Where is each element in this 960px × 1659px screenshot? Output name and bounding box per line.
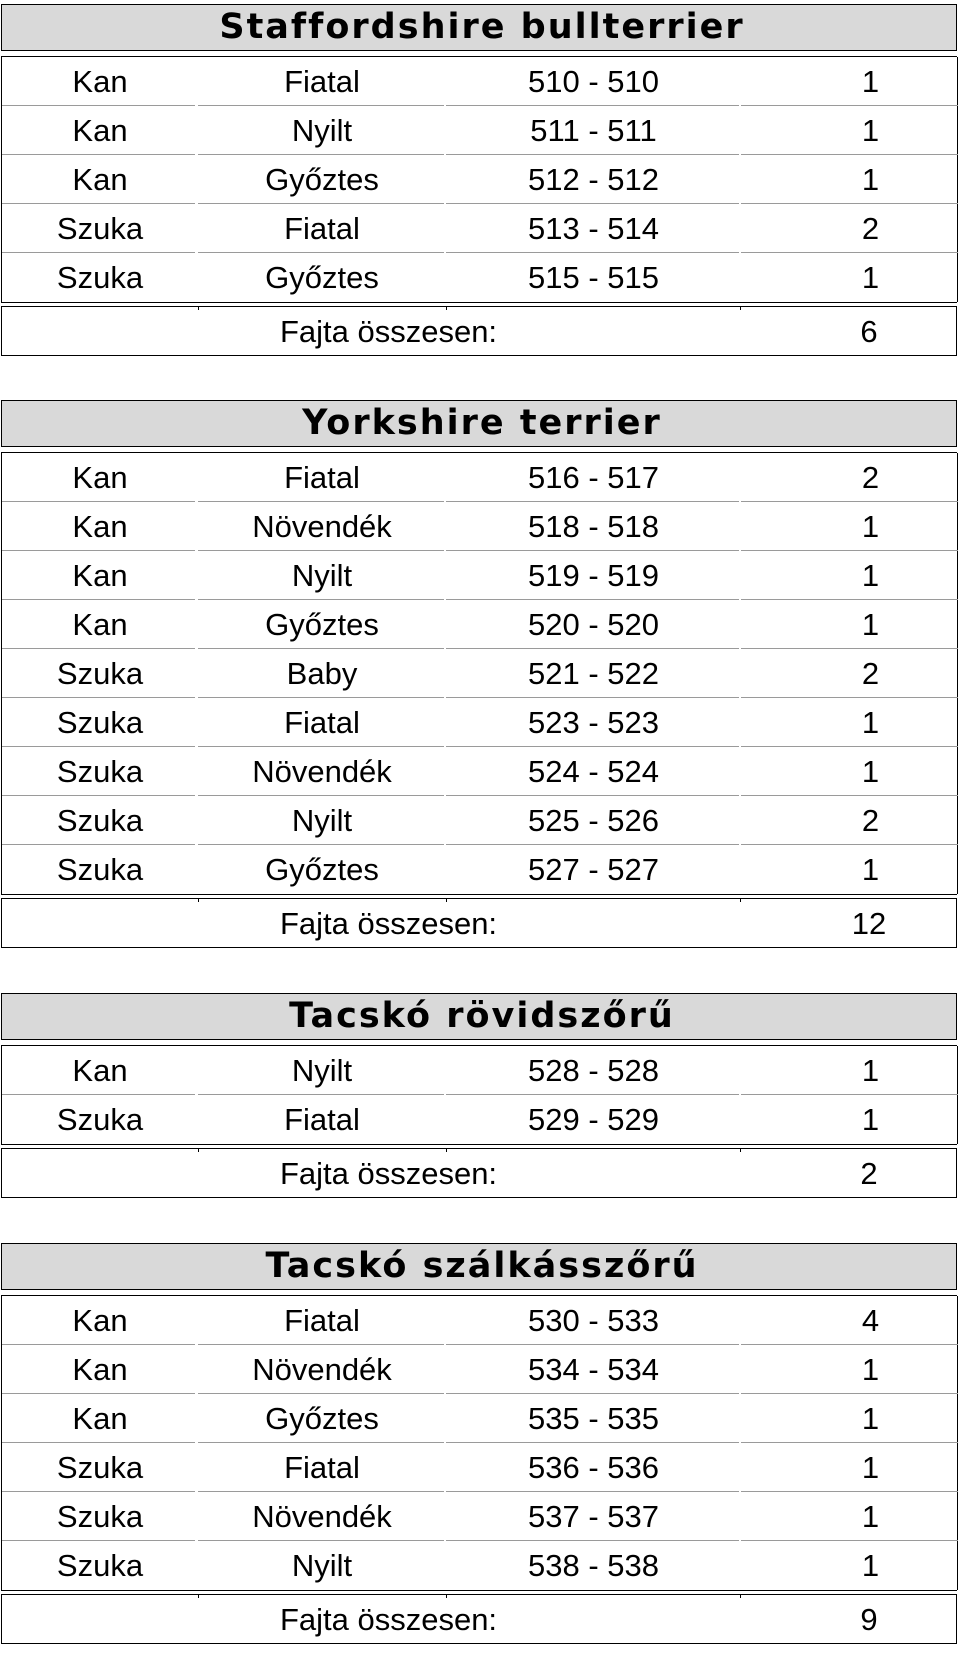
count-cell: 4 <box>861 1303 880 1338</box>
sex-cell: Szuka <box>56 211 144 246</box>
sex-cell: Szuka <box>56 260 144 295</box>
class-cell: Nyilt <box>291 558 353 593</box>
breed-title: Yorkshire terrier <box>302 403 662 443</box>
sex-cell: Szuka <box>56 1548 144 1583</box>
breed-header <box>1 993 957 1040</box>
catalog-range-cell: 524 - 524 <box>528 754 659 789</box>
breed-total-row <box>1 1594 957 1644</box>
sex-cell: Kan <box>72 607 128 642</box>
breed-header <box>1 1243 957 1290</box>
count-cell: 1 <box>861 1548 880 1583</box>
sex-cell: Szuka <box>56 852 144 887</box>
count-cell: 1 <box>861 1352 880 1387</box>
catalog-range-cell: 510 - 510 <box>528 64 659 99</box>
sex-cell: Kan <box>72 1053 128 1088</box>
catalog-range-cell: 523 - 523 <box>528 705 659 740</box>
catalog-range-cell: 528 - 528 <box>528 1053 659 1088</box>
class-cell: Fiatal <box>284 64 360 99</box>
catalog-range-cell: 527 - 527 <box>528 852 659 887</box>
count-cell: 1 <box>861 852 880 887</box>
table-row <box>2 1095 960 1144</box>
class-cell: Győztes <box>265 162 379 197</box>
class-cell: Győztes <box>265 260 379 295</box>
count-cell: 2 <box>861 656 880 691</box>
catalog-range-cell: 535 - 535 <box>528 1401 659 1436</box>
count-cell: 1 <box>861 509 880 544</box>
breed-header <box>1 4 957 51</box>
count-cell: 1 <box>861 64 880 99</box>
sex-cell: Szuka <box>56 1499 144 1534</box>
sex-cell: Kan <box>72 113 128 148</box>
count-cell: 1 <box>861 607 880 642</box>
breed-total-value: 9 <box>860 1602 878 1637</box>
sex-cell: Kan <box>72 64 128 99</box>
sex-cell: Kan <box>72 460 128 495</box>
table-row <box>2 453 960 502</box>
class-cell: Győztes <box>265 607 379 642</box>
count-cell: 1 <box>861 705 880 740</box>
breed-total-row <box>1 1148 957 1198</box>
count-cell: 1 <box>861 1102 880 1137</box>
catalog-range-cell: 511 - 511 <box>530 113 657 148</box>
breed-header <box>1 400 957 447</box>
breed-total-value: 2 <box>860 1156 878 1191</box>
class-cell: Nyilt <box>291 803 353 838</box>
breed-rows <box>1 1045 957 1145</box>
sex-cell: Szuka <box>56 1450 144 1485</box>
class-cell: Fiatal <box>284 460 360 495</box>
catalog-range-cell: 516 - 517 <box>528 460 659 495</box>
table-row <box>2 747 960 796</box>
class-cell: Fiatal <box>284 705 360 740</box>
sex-cell: Szuka <box>56 656 144 691</box>
breed-total-row <box>1 898 957 948</box>
breed-total-label: Fajta összesen: <box>279 1156 498 1191</box>
class-cell: Nyilt <box>291 1053 353 1088</box>
breed-rows <box>1 452 957 895</box>
sex-cell: Szuka <box>56 1102 144 1137</box>
class-cell: Növendék <box>252 754 392 789</box>
catalog-range-cell: 525 - 526 <box>528 803 659 838</box>
class-cell: Fiatal <box>284 1450 360 1485</box>
table-row <box>2 698 960 747</box>
class-cell: Növendék <box>252 1352 392 1387</box>
table-row <box>2 600 960 649</box>
class-cell: Nyilt <box>291 1548 353 1583</box>
catalog-range-cell: 538 - 538 <box>528 1548 659 1583</box>
table-row <box>2 155 960 204</box>
count-cell: 2 <box>861 803 880 838</box>
catalog-range-cell: 515 - 515 <box>528 260 659 295</box>
breed-title: Tacskó szálkásszőrű <box>265 1246 699 1286</box>
count-cell: 2 <box>861 211 880 246</box>
table-row <box>2 1492 960 1541</box>
table-row <box>2 649 960 698</box>
count-cell: 2 <box>861 460 880 495</box>
breed-total-value: 6 <box>860 314 878 349</box>
sex-cell: Kan <box>72 558 128 593</box>
table-row <box>2 204 960 253</box>
catalog-range-cell: 512 - 512 <box>528 162 659 197</box>
breed-total-label: Fajta összesen: <box>279 906 498 941</box>
count-cell: 1 <box>861 754 880 789</box>
class-cell: Baby <box>286 656 358 691</box>
breed-total-row <box>1 306 957 356</box>
class-cell: Fiatal <box>284 211 360 246</box>
table-row <box>2 253 960 302</box>
table-row <box>2 1394 960 1443</box>
class-cell: Növendék <box>252 1499 392 1534</box>
class-cell: Fiatal <box>284 1102 360 1137</box>
sex-cell: Kan <box>72 1303 128 1338</box>
breed-total-value: 12 <box>851 906 887 941</box>
sex-cell: Szuka <box>56 754 144 789</box>
table-row <box>2 57 960 106</box>
breed-rows <box>1 1295 957 1591</box>
table-row <box>2 1541 960 1590</box>
count-cell: 1 <box>861 162 880 197</box>
sex-cell: Kan <box>72 162 128 197</box>
class-cell: Győztes <box>265 1401 379 1436</box>
count-cell: 1 <box>861 1450 880 1485</box>
breed-rows <box>1 56 957 303</box>
count-cell: 1 <box>861 1401 880 1436</box>
breed-title: Staffordshire bullterrier <box>219 7 745 47</box>
table-row <box>2 1345 960 1394</box>
catalog-range-cell: 536 - 536 <box>528 1450 659 1485</box>
sex-cell: Kan <box>72 509 128 544</box>
breed-total-label: Fajta összesen: <box>279 1602 498 1637</box>
sex-cell: Kan <box>72 1352 128 1387</box>
count-cell: 1 <box>861 113 880 148</box>
class-cell: Fiatal <box>284 1303 360 1338</box>
sex-cell: Szuka <box>56 705 144 740</box>
count-cell: 1 <box>861 260 880 295</box>
class-cell: Nyilt <box>291 113 353 148</box>
catalog-range-cell: 513 - 514 <box>528 211 659 246</box>
table-row <box>2 551 960 600</box>
catalog-range-cell: 521 - 522 <box>528 656 659 691</box>
catalog-range-cell: 534 - 534 <box>528 1352 659 1387</box>
breed-title: Tacskó rövidszőrű <box>289 996 675 1036</box>
table-row <box>2 1046 960 1095</box>
table-row <box>2 1443 960 1492</box>
sex-cell: Kan <box>72 1401 128 1436</box>
catalog-range-cell: 519 - 519 <box>528 558 659 593</box>
catalog-range-cell: 520 - 520 <box>528 607 659 642</box>
table-row <box>2 1296 960 1345</box>
breed-total-label: Fajta összesen: <box>279 314 498 349</box>
catalog-range-cell: 537 - 537 <box>528 1499 659 1534</box>
class-cell: Győztes <box>265 852 379 887</box>
table-row <box>2 502 960 551</box>
catalog-range-cell: 518 - 518 <box>528 509 659 544</box>
count-cell: 1 <box>861 1499 880 1534</box>
table-row <box>2 845 960 894</box>
count-cell: 1 <box>861 558 880 593</box>
class-cell: Növendék <box>252 509 392 544</box>
catalog-range-cell: 529 - 529 <box>528 1102 659 1137</box>
sex-cell: Szuka <box>56 803 144 838</box>
catalog-range-cell: 530 - 533 <box>528 1303 659 1338</box>
table-row <box>2 106 960 155</box>
table-row <box>2 796 960 845</box>
count-cell: 1 <box>861 1053 880 1088</box>
